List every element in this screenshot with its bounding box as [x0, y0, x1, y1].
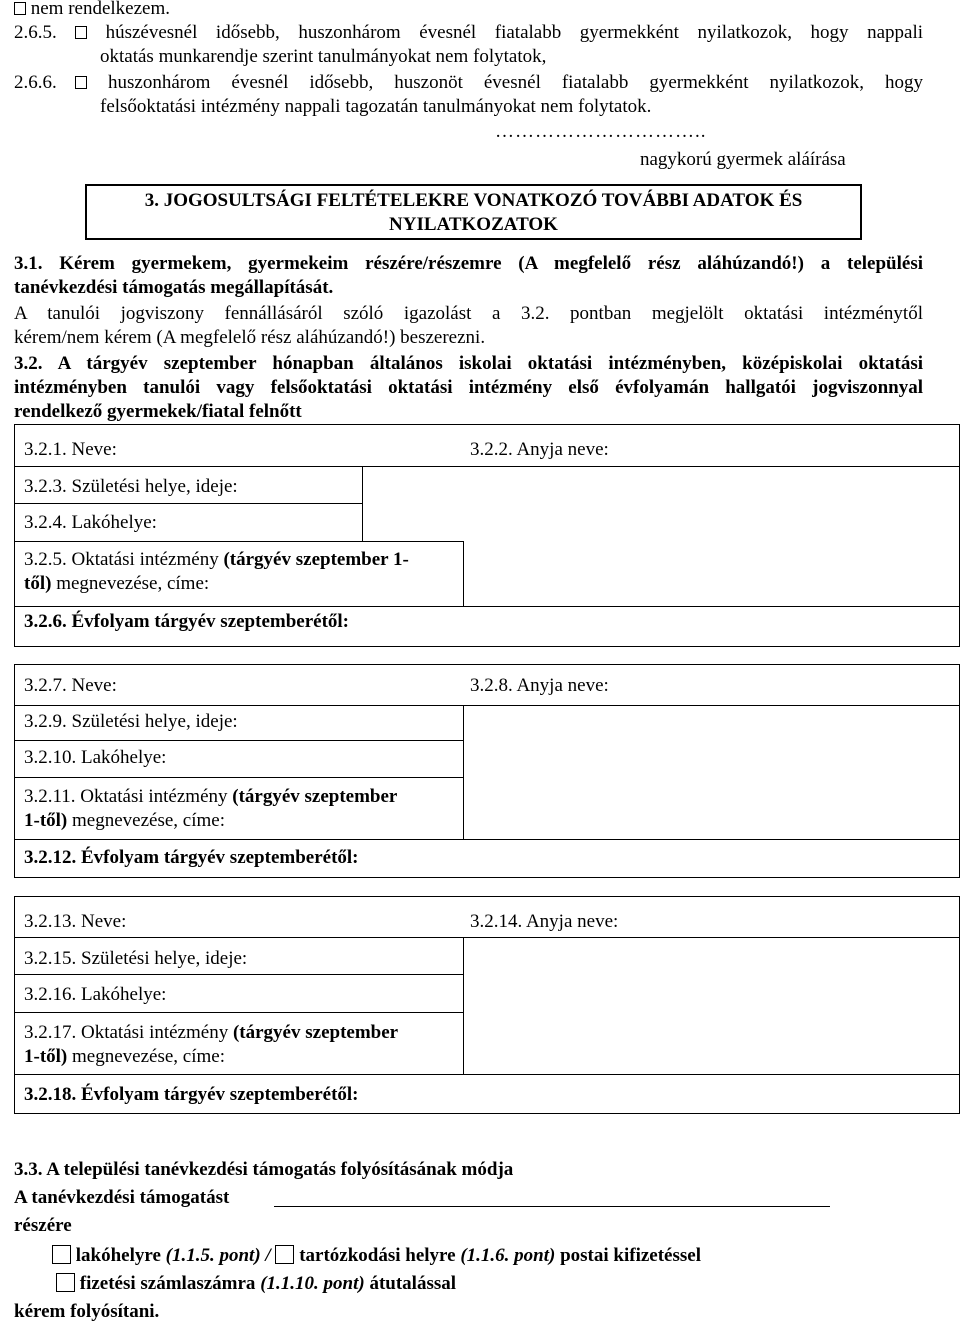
section-3-title-line1: 3. JOGOSULTSÁGI FELTÉTELEKRE VONATKOZÓ TOVÁBBI ADATOK ÉS	[144, 190, 803, 211]
p32-line2: intézményben tanulói vagy felsőoktatási oktatási intézmény első évfolyamán hallgatói jogviszonnyal	[14, 377, 923, 398]
signature-dots: …………………………..	[495, 121, 707, 142]
section-3-title-line2: NYILATKOZATOK	[389, 214, 558, 235]
item-266-text: huszonhárom évesnél idősebb, huszonöt évesnél fiatalabb gyermekként nyilatkozok, hogy	[108, 72, 923, 93]
field-school-label-line1: 3.2.17. Oktatási intézmény (tárgyév szeptember	[24, 1022, 399, 1043]
p31-line4: kérem/nem kérem (A megfelelő rész aláhúzandó!) beszerezni.	[14, 327, 486, 348]
field-residence-label: 3.2.16. Lakóhelye:	[24, 984, 167, 1005]
p33-title: 3.3. A települési tanévkezdési támogatás folyósításának módja	[14, 1159, 514, 1180]
field-school-label-line2: 1-től) megnevezése, címe:	[24, 1046, 225, 1067]
item-number-265: 2.6.5.	[14, 22, 57, 43]
field-grade-label: 3.2.6. Évfolyam tárgyév szeptemberétől:	[24, 611, 350, 632]
item-no-income	[14, 0, 170, 21]
field-birth-label: 3.2.15. Születési helye, ideje:	[24, 948, 248, 969]
field-mother-label: 3.2.14. Anyja neve:	[470, 911, 619, 932]
item-number-266: 2.6.6.	[14, 72, 57, 93]
payment-option-transfer: fizetési számlaszámra (1.1.10. pont) átutalással	[56, 1272, 456, 1296]
field-grade-label: 3.2.12. Évfolyam tárgyév szeptemberétől:	[24, 847, 359, 868]
checkbox-residence[interactable]	[52, 1245, 71, 1264]
field-school-label-line2: 1-től) megnevezése, címe:	[24, 810, 225, 831]
item-265-text: húszévesnél idősebb, huszonhárom évesnél fiatalabb gyermekként nyilatkozok, hogy nappali	[105, 22, 923, 43]
field-name-label: 3.2.13. Neve:	[24, 911, 127, 932]
p31-line1: 3.1. Kérem gyermekem, gyermekeim részére/részemre (A megfelelő rész aláhúzandó!) a települési	[14, 253, 923, 274]
p32-line1: 3.2. A tárgyév szeptember hónapban általános iskolai oktatási intézményben, középiskolai oktatási	[14, 353, 923, 374]
section-3-title-box	[85, 184, 862, 240]
p32-line3: rendelkező gyermekek/fiatal felnőtt	[14, 401, 302, 422]
item-265-line1	[75, 21, 923, 45]
p31-line2: tanévkezdési támogatás megállapítását.	[14, 277, 334, 298]
field-birth-label: 3.2.9. Születési helye, ideje:	[24, 711, 238, 732]
field-mother-label: 3.2.8. Anyja neve:	[470, 675, 609, 696]
p33-closing: kérem folyósítani.	[14, 1301, 160, 1322]
field-name-label: 3.2.7. Neve:	[24, 675, 117, 696]
item-text: nem rendelkezem.	[30, 0, 171, 19]
p33-line1: A tanévkezdési támogatást	[14, 1187, 230, 1208]
item-266-line1	[75, 71, 923, 95]
item-265-line2: oktatás munkarendje szerint tanulmányokat nem folytatok,	[100, 46, 547, 67]
field-residence-label: 3.2.10. Lakóhelye:	[24, 747, 167, 768]
field-school-label-line1: 3.2.11. Oktatási intézmény (tárgyév szeptember	[24, 786, 398, 807]
checkbox-icon[interactable]	[75, 26, 87, 39]
field-school-label-line2: től) megnevezése, címe:	[24, 573, 210, 594]
checkbox-bank-account[interactable]	[56, 1273, 75, 1292]
checkbox-icon[interactable]	[75, 76, 87, 89]
field-grade-label: 3.2.18. Évfolyam tárgyév szeptemberétől:	[24, 1084, 359, 1105]
signature-label: nagykorú gyermek aláírása	[640, 149, 846, 170]
checkbox-icon[interactable]	[14, 2, 26, 15]
payment-option-post: lakóhelyre (1.1.5. pont) / tartózkodási helyre (1.1.6. pont) postai kifizetéssel	[52, 1244, 701, 1268]
field-name-label: 3.2.1. Neve:	[24, 439, 117, 460]
field-birth-label: 3.2.3. Születési helye, ideje:	[24, 476, 238, 497]
checkbox-temporary-residence[interactable]	[275, 1245, 294, 1264]
item-266-line2: felsőoktatási intézmény nappali tagozatán tanulmányokat nem folytatok.	[100, 96, 652, 117]
field-mother-label: 3.2.2. Anyja neve:	[470, 439, 609, 460]
field-school-label-line1: 3.2.5. Oktatási intézmény (tárgyév szeptember 1-	[24, 549, 409, 570]
p31-line3: A tanulói jogviszony fennállásáról szóló igazolást a 3.2. pontban megjelölt oktatási intézménytől	[14, 303, 923, 324]
field-residence-label: 3.2.4. Lakóhelye:	[24, 512, 157, 533]
p33-line2: részére	[14, 1215, 72, 1236]
recipient-blank-line[interactable]	[274, 1206, 830, 1207]
